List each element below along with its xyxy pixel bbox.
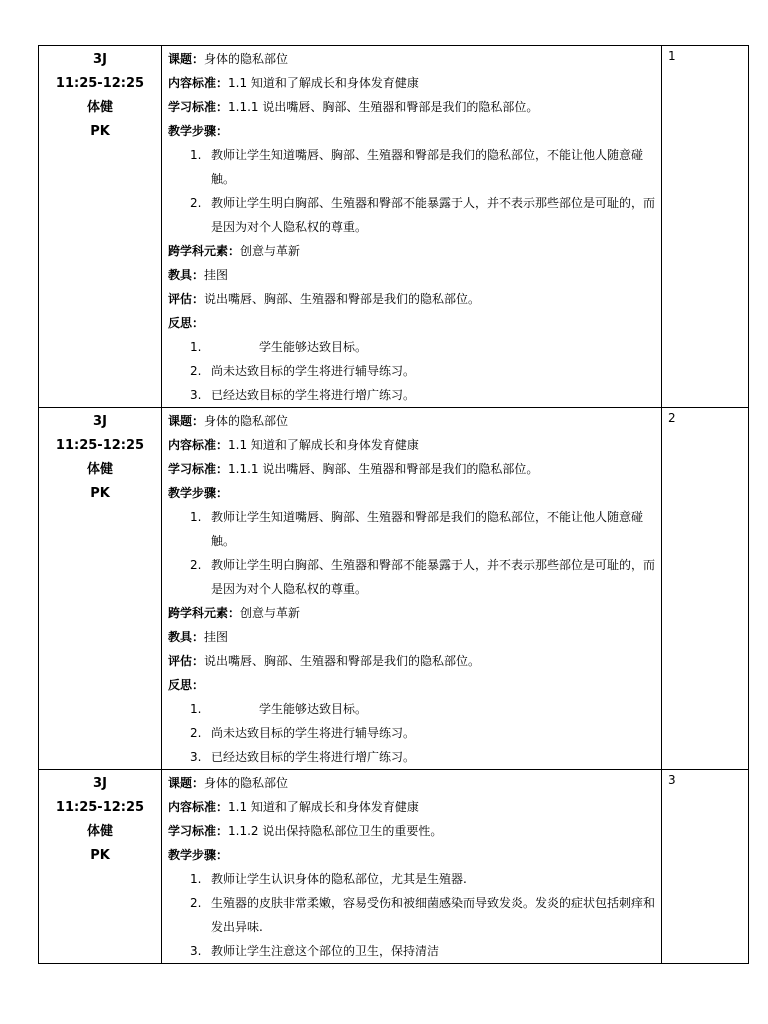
lesson-details-cell: [162, 408, 662, 770]
reflection-list: [168, 335, 657, 407]
list-text: 生殖器的皮肤非常柔嫩，容易受伤和被细菌感染而导致发炎。发炎的症状包括刺痒和发出异味.: [211, 896, 656, 934]
cross-curricular-text: 创意与革新: [240, 606, 301, 620]
lesson-info-cell: [39, 46, 162, 408]
teaching-steps-list: [168, 505, 657, 601]
evaluation-label: 评估：: [168, 654, 205, 668]
teaching-aids-text: 挂图: [204, 630, 229, 644]
list-number: 1.: [190, 702, 202, 716]
lesson-row-3: [39, 770, 749, 964]
lesson-info-cell: [39, 770, 162, 964]
list-item: [168, 553, 657, 601]
list-item: [168, 143, 657, 191]
lesson-info-cell: [39, 408, 162, 770]
list-text: 尚未达致目标的学生将进行辅导练习。: [211, 364, 416, 378]
week-number-cell: [662, 46, 749, 408]
content-standard-label: 内容标准：: [168, 438, 229, 452]
teaching-steps-list: [168, 143, 657, 239]
learning-standard-line: [168, 95, 657, 119]
evaluation-label: 评估：: [168, 292, 205, 306]
teaching-steps-list: [168, 867, 657, 963]
list-text: 尚未达致目标的学生将进行辅导练习。: [211, 726, 416, 740]
topic-text: 身体的隐私部位: [204, 52, 289, 66]
subject-code: PK: [90, 486, 110, 501]
list-number: 2.: [190, 726, 202, 740]
subject: 体健: [86, 462, 113, 477]
list-text: 已经达致目标的学生将进行增广练习。: [211, 750, 416, 764]
list-number: 3.: [190, 750, 202, 764]
evaluation-line: [168, 649, 657, 673]
lesson-details-cell: [162, 770, 662, 964]
content-standard-text: 1.1 知道和了解成长和身体发育健康: [228, 438, 419, 452]
learning-standard-text: 1.1.1 说出嘴唇、胸部、生殖器和臀部是我们的隐私部位。: [228, 462, 539, 476]
subject-code: PK: [90, 848, 110, 863]
content-standard-line: [168, 71, 657, 95]
teaching-steps-label: 教学步骤：: [168, 486, 229, 500]
list-text: 教师让学生注意这个部位的卫生，保持清洁: [211, 944, 440, 958]
topic-line: [168, 47, 657, 71]
teaching-aids-line: [168, 625, 657, 649]
list-item: [168, 891, 657, 939]
list-item: [168, 191, 657, 239]
topic-label: 课题：: [168, 414, 205, 428]
subject: 体健: [86, 824, 113, 839]
lesson-plan-table: [38, 45, 749, 964]
learning-standard-line: [168, 457, 657, 481]
evaluation-text: 说出嘴唇、胸部、生殖器和臀部是我们的隐私部位。: [204, 292, 481, 306]
list-number: 3.: [190, 388, 202, 402]
list-item: [168, 745, 657, 769]
learning-standard-text: 1.1.2 说出保持隐私部位卫生的重要性。: [228, 824, 443, 838]
cross-curricular-label: 跨学科元素：: [168, 606, 241, 620]
learning-standard-text: 1.1.1 说出嘴唇、胸部、生殖器和臀部是我们的隐私部位。: [228, 100, 539, 114]
week-number-cell: [662, 408, 749, 770]
list-number: 2.: [190, 896, 202, 910]
list-item: [168, 697, 657, 721]
list-text: 教师让学生明白胸部、生殖器和臀部不能暴露于人，并不表示那些部位是可耻的，而是因为对个人隐私权的尊重。: [211, 196, 656, 234]
list-text: 教师让学生明白胸部、生殖器和臀部不能暴露于人，并不表示那些部位是可耻的，而是因为对个人隐私权的尊重。: [211, 558, 656, 596]
teaching-aids-text: 挂图: [204, 268, 229, 282]
content-standard-line: [168, 795, 657, 819]
learning-standard-label: 学习标准：: [168, 824, 229, 838]
list-item: [168, 867, 657, 891]
topic-label: 课题：: [168, 52, 205, 66]
class-name: 3J: [93, 52, 107, 67]
learning-standard-line: [168, 819, 657, 843]
evaluation-text: 说出嘴唇、胸部、生殖器和臀部是我们的隐私部位。: [204, 654, 481, 668]
list-text: 教师让学生认识身体的隐私部位，尤其是生殖器.: [211, 872, 467, 886]
learning-standard-label: 学习标准：: [168, 462, 229, 476]
topic-label: 课题：: [168, 776, 205, 790]
reflection-label: 反思：: [168, 678, 205, 692]
lesson-row-1: [39, 46, 749, 408]
teaching-steps-label: 教学步骤：: [168, 848, 229, 862]
lesson-row-2: [39, 408, 749, 770]
topic-line: [168, 409, 657, 433]
lesson-details-cell: [162, 46, 662, 408]
list-number: 3.: [190, 944, 202, 958]
list-number: 1.: [190, 872, 202, 886]
cross-curricular-text: 创意与革新: [240, 244, 301, 258]
week-number: 3: [668, 773, 676, 787]
list-item: [168, 359, 657, 383]
list-text: 教师让学生知道嘴唇、胸部、生殖器和臀部是我们的隐私部位，不能让他人随意碰触。: [211, 510, 644, 548]
week-number: 2: [668, 411, 676, 425]
cross-curricular-line: [168, 239, 657, 263]
content-standard-line: [168, 433, 657, 457]
content-standard-label: 内容标准：: [168, 76, 229, 90]
list-text: 学生能够达致目标。: [259, 340, 368, 354]
week-number: 1: [668, 49, 676, 63]
class-name: 3J: [93, 776, 107, 791]
topic-text: 身体的隐私部位: [204, 414, 289, 428]
reflection-list: [168, 697, 657, 769]
list-number: 1.: [190, 510, 202, 524]
learning-standard-label: 学习标准：: [168, 100, 229, 114]
list-item: [168, 505, 657, 553]
teaching-steps-label: 教学步骤：: [168, 124, 229, 138]
content-standard-label: 内容标准：: [168, 800, 229, 814]
list-item: [168, 721, 657, 745]
topic-line: [168, 771, 657, 795]
lesson-time: 11:25-12:25: [55, 76, 145, 91]
list-item: [168, 335, 657, 359]
subject-code: PK: [90, 124, 110, 139]
list-item: [168, 383, 657, 407]
list-number: 2.: [190, 364, 202, 378]
list-number: 2.: [190, 558, 202, 572]
lesson-time: 11:25-12:25: [55, 800, 145, 815]
list-text: 学生能够达致目标。: [259, 702, 368, 716]
list-number: 1.: [190, 148, 202, 162]
list-number: 2.: [190, 196, 202, 210]
teaching-aids-label: 教具：: [168, 268, 205, 282]
content-standard-text: 1.1 知道和了解成长和身体发育健康: [228, 76, 419, 90]
subject: 体健: [86, 100, 113, 115]
list-text: 教师让学生知道嘴唇、胸部、生殖器和臀部是我们的隐私部位，不能让他人随意碰触。: [211, 148, 644, 186]
cross-curricular-line: [168, 601, 657, 625]
teaching-aids-line: [168, 263, 657, 287]
reflection-label: 反思：: [168, 316, 205, 330]
list-item: [168, 939, 657, 963]
content-standard-text: 1.1 知道和了解成长和身体发育健康: [228, 800, 419, 814]
list-text: 已经达致目标的学生将进行增广练习。: [211, 388, 416, 402]
cross-curricular-label: 跨学科元素：: [168, 244, 241, 258]
list-number: 1.: [190, 340, 202, 354]
teaching-aids-label: 教具：: [168, 630, 205, 644]
class-name: 3J: [93, 414, 107, 429]
evaluation-line: [168, 287, 657, 311]
lesson-time: 11:25-12:25: [55, 438, 145, 453]
week-number-cell: [662, 770, 749, 964]
topic-text: 身体的隐私部位: [204, 776, 289, 790]
